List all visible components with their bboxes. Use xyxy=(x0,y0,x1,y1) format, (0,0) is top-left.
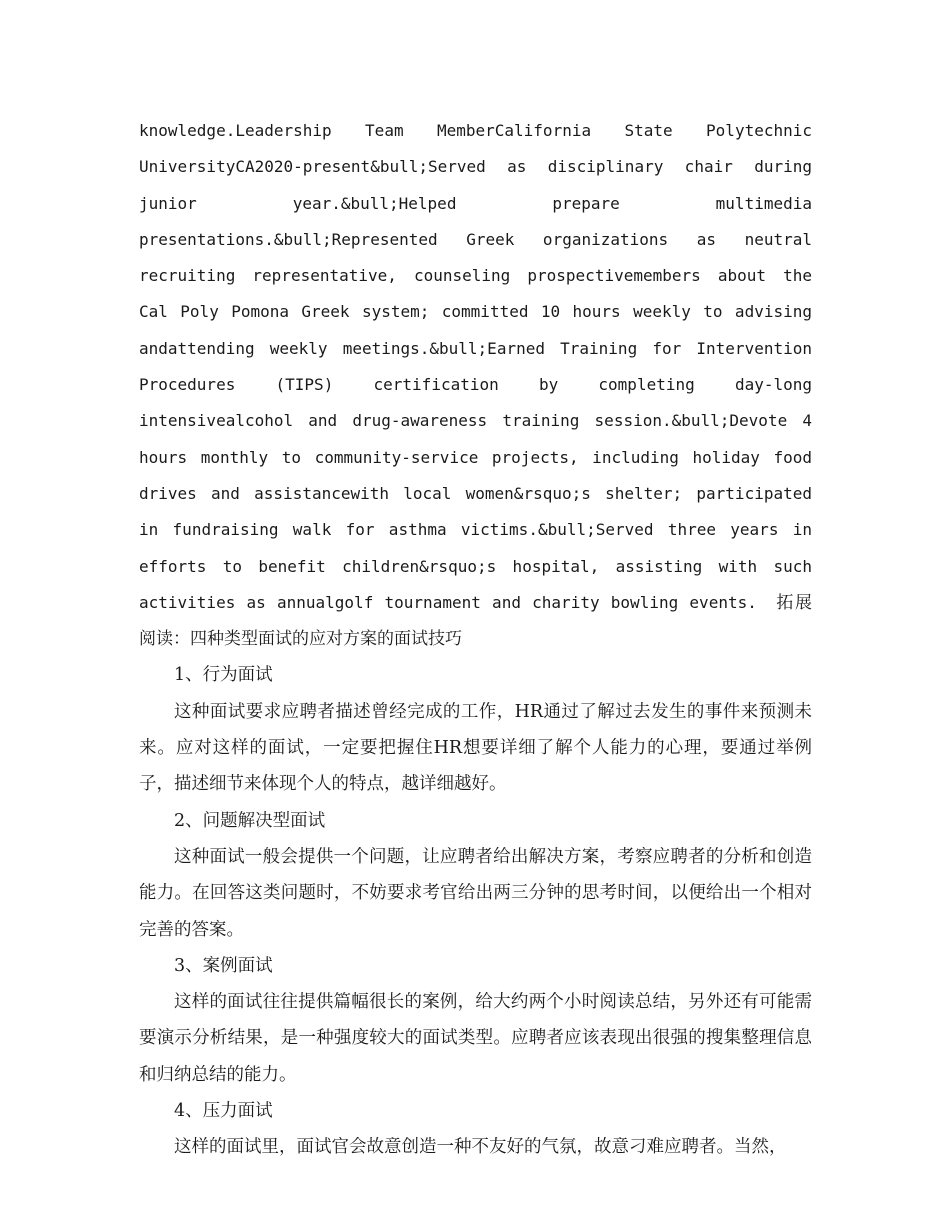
section-body-case: 这样的面试往往提供篇幅很长的案例，给大约两个小时阅读总结，另外还有可能需要演示分析结果，是一种强度较大的面试类型。应聘者应该表现出很强的搜集整理信息和归纳总结的能力。 xyxy=(139,992,812,1085)
section-heading-behavioral: 1、行为面试 xyxy=(174,665,273,686)
extended-reading-heading: 拓展阅读：四种类型面试的应对方案的面试技巧 xyxy=(139,592,812,650)
section-heading-problem-solving: 2、问题解决型面试 xyxy=(174,810,326,831)
section-body-stress: 这样的面试里，面试官会故意创造一种不友好的气氛，故意刁难应聘者。当然， xyxy=(174,1137,787,1158)
document-body xyxy=(139,113,812,1166)
section-heading-stress: 4、压力面试 xyxy=(174,1101,273,1122)
section-body-problem-solving: 这种面试一般会提供一个问题，让应聘者给出解决方案，考察应聘者的分析和创造能力。在回答这类问题时，不妨要求考官给出两三分钟的思考时间，以便给出一个相对完善的答案。 xyxy=(139,846,812,940)
english-resume-text: knowledge.Leadership Team MemberCalifornia State Polytechnic UniversityCA2020-present&bull;Served as disciplinary chair during junior year.&bull;Helped prepare multimedia presentations.&bull;Represented Greek organizations as neutral recruiting representative, counseling prospectivemembers about the Cal Poly Pomona Greek system; committed 10 hours weekly to advising andattending weekly meetings.&bull;Earned Training for Intervention Procedures (TIPS) certification by completing day-long intensivealcohol and drug-awareness training session.&bull;Devote 4 hours monthly to community-service projects, including holiday food drives and assistancewith local women&rsquo;s shelter; participated in fundraising walk for asthma victims.&bull;Served three years in efforts to benefit children&rsquo;s hospital, assisting with such activities as annualgolf tournament and charity bowling events. xyxy=(139,121,812,612)
section-body-behavioral: 这种面试要求应聘者描述曾经完成的工作，HR通过了解过去发生的事件来预测未来。应对这样的面试，一定要把握住HR想要详细了解个人能力的心理，要通过举例子，描述细节来体现个人的特点，越详细越好。 xyxy=(139,701,812,795)
section-heading-case: 3、案例面试 xyxy=(174,955,273,976)
english-resume-paragraph xyxy=(139,113,812,657)
